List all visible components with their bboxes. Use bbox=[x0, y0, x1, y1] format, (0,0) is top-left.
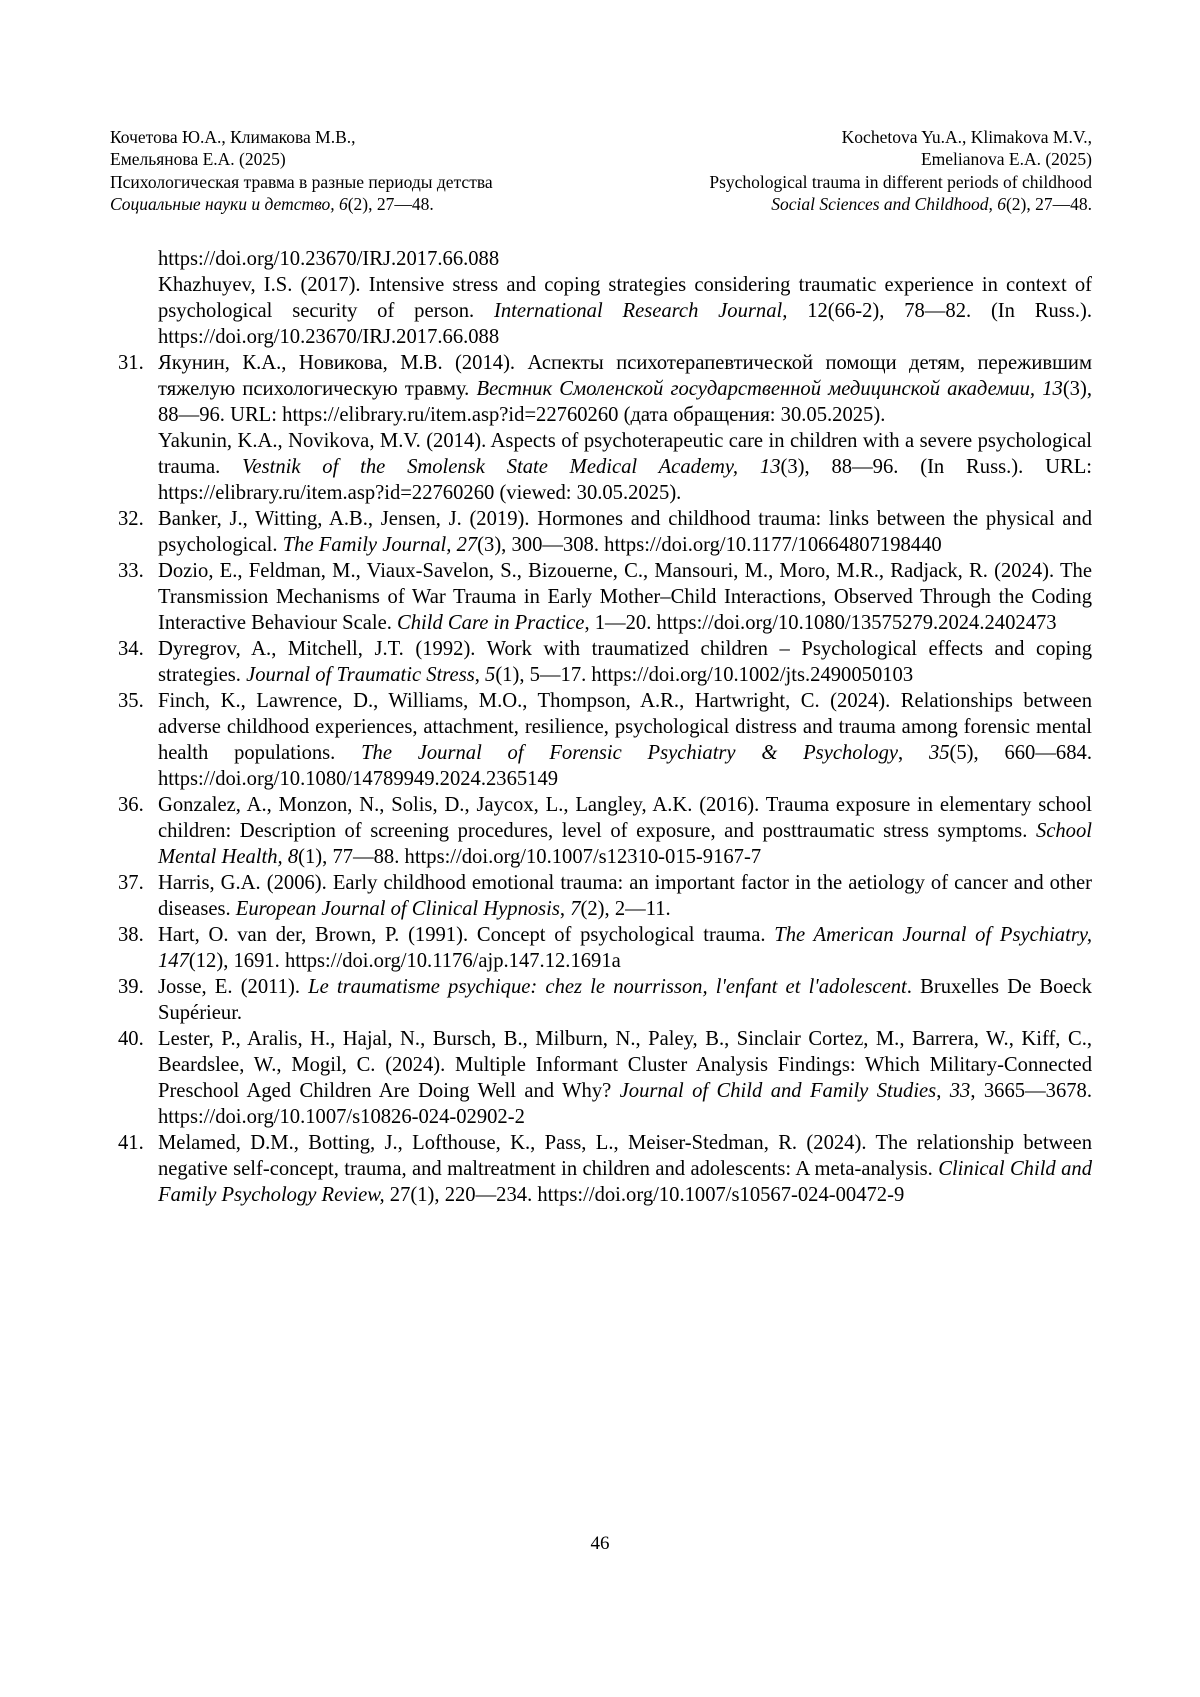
reference-url[interactable]: https://doi.org/10.1007/s10567-024-00472-9 bbox=[537, 1184, 905, 1206]
reference-url[interactable]: https://elibrary.ru/item.asp?id=22760260 bbox=[158, 482, 495, 504]
reference-url[interactable]: https://elibrary.ru/item.asp?id=22760260 bbox=[282, 404, 619, 426]
reference-paragraph bbox=[158, 922, 1092, 974]
text-run: (1), 77—88. bbox=[298, 846, 405, 868]
header-citation-russian bbox=[110, 126, 493, 216]
reference-url[interactable]: https://doi.org/10.1080/14789949.2024.2365149 bbox=[158, 768, 559, 790]
reference-item bbox=[110, 870, 1092, 922]
italic-text-run: 33 bbox=[949, 1080, 971, 1102]
text-run: (2), 27—48. bbox=[1005, 194, 1092, 215]
text-run: Кочетова Ю.А., Климакова М.В., bbox=[110, 127, 356, 147]
reference-paragraph bbox=[158, 870, 1092, 922]
text-run: Dyregrov, A., Mitchell, J.T. (1992). Work with traumatized children – Psychological effects and coping strategies. bbox=[158, 638, 1092, 686]
text-run: (viewed: 30.05.2025). bbox=[494, 482, 682, 504]
italic-text-run: The Journal of Forensic Psychiatry & Psychology bbox=[361, 742, 899, 764]
reference-item bbox=[110, 792, 1092, 870]
text-run: (3), 88—96. URL: bbox=[158, 378, 1092, 426]
italic-text-run: School Mental Health, bbox=[158, 820, 1092, 868]
reference-paragraph bbox=[158, 350, 1092, 428]
reference-paragraph bbox=[158, 506, 1092, 558]
reference-paragraph bbox=[158, 688, 1092, 792]
reference-url[interactable]: https://doi.org/10.1176/ajp.147.12.1691a bbox=[284, 950, 621, 972]
reference-item bbox=[110, 688, 1092, 792]
text-run: , bbox=[474, 664, 486, 686]
italic-text-run: The Family Journal, 27 bbox=[282, 534, 478, 556]
text-run: Melamed, D.M., Botting, J., Lofthouse, K., Pass, L., Meiser-Stedman, R. (2024). The relationship between negative self-concept, trauma, and maltreatment in children and adolescents: A meta-analysis. bbox=[158, 1132, 1092, 1180]
reference-list bbox=[110, 246, 1092, 1208]
header-line bbox=[110, 171, 493, 193]
reference-paragraph bbox=[158, 272, 1092, 350]
reference-number: 39. bbox=[118, 976, 144, 998]
reference-number: 31. bbox=[118, 352, 144, 374]
reference-item bbox=[110, 558, 1092, 636]
text-run: (2), 27—48. bbox=[347, 194, 434, 215]
text-run: 27(1), 220—234. bbox=[384, 1184, 538, 1206]
reference-paragraph bbox=[158, 1026, 1092, 1130]
reference-item bbox=[110, 636, 1092, 688]
italic-text-run: Child Care in Practice bbox=[397, 612, 585, 634]
reference-url[interactable]: https://doi.org/10.1002/jts.2490050103 bbox=[591, 664, 914, 686]
italic-text-run: Clinical Child and Family Psychology Review, bbox=[158, 1158, 1092, 1206]
italic-text-run: 7 bbox=[570, 898, 581, 920]
reference-item bbox=[110, 974, 1092, 1026]
text-run: (3), 300—308. bbox=[477, 534, 605, 556]
text-run: Lester, P., Aralis, H., Hajal, N., Bursch, B., Milburn, N., Paley, B., Sinclair Cortez, M., Barrera, W., Kiff, C., Beardslee, W., Mogil, C. (2024). Multiple Informant Cluster Analysis Findings: Which Military-Connected Preschool Aged Children Are Doing Well and Why? bbox=[158, 1028, 1092, 1102]
text-run: Hart, O. van der, Brown, P. (1991). Concept of psychological trauma. bbox=[158, 924, 775, 946]
page-footer bbox=[0, 1532, 1200, 1556]
text-run: Psychological trauma in different periods of childhood bbox=[709, 171, 1092, 192]
header-line bbox=[709, 126, 1092, 148]
italic-text-run: Vestnik of the Smolensk State Medical Academy, 13 bbox=[242, 456, 781, 478]
header-line bbox=[709, 171, 1092, 193]
italic-text-run: Journal of Child and Family Studies bbox=[619, 1080, 937, 1102]
text-run: Finch, K., Lawrence, D., Williams, M.O., Thompson, A.R., Hartwright, C. (2024). Relationships between adverse childhood experiences, attachment, resilience, psychological distress and trauma among forensic mental health populations. bbox=[158, 690, 1092, 764]
reference-paragraph bbox=[158, 1130, 1092, 1208]
reference-number: 32. bbox=[118, 508, 144, 530]
reference-url[interactable]: https://doi.org/10.1080/13575279.2024.2402473 bbox=[656, 612, 1057, 634]
text-run: (1), 5—17. bbox=[495, 664, 592, 686]
italic-text-run: Вестник Смоленской государственной медицинской академии, 13 bbox=[476, 378, 1063, 400]
reference-item bbox=[110, 350, 1092, 506]
page-number: 46 bbox=[590, 1533, 610, 1554]
italic-text-run: Journal of Traumatic Stress bbox=[246, 664, 475, 686]
text-run: Banker, J., Witting, A.B., Jensen, J. (2019). Hormones and childhood trauma: links between the physical and psychological. bbox=[158, 508, 1092, 556]
text-run: Khazhuyev, I.S. (2017). Intensive stress and coping strategies considering traumatic experience in context of psychological security of person. bbox=[158, 274, 1092, 322]
text-run: (3), 88—96. (In Russ.). URL: bbox=[780, 456, 1092, 478]
italic-text-run: Le traumatisme psychique: chez le nourrisson, l'enfant et l'adolescent bbox=[308, 976, 907, 998]
reference-item bbox=[110, 922, 1092, 974]
reference-url[interactable]: https://doi.org/10.1007/s12310-015-9167-7 bbox=[404, 846, 762, 868]
reference-number: 36. bbox=[118, 794, 144, 816]
italic-text-run: The American Journal of Psychiatry, 147 bbox=[158, 924, 1092, 972]
reference-number: 33. bbox=[118, 560, 144, 582]
text-run: (дата обращения: 30.05.2025). bbox=[618, 404, 886, 426]
reference-url[interactable]: https://doi.org/10.1177/10664807198440 bbox=[604, 534, 942, 556]
reference-number: 37. bbox=[118, 872, 144, 894]
text-run: (5), 660—684. bbox=[949, 742, 1092, 764]
reference-number: 41. bbox=[118, 1132, 144, 1154]
header-line bbox=[110, 126, 493, 148]
reference-paragraph bbox=[158, 792, 1092, 870]
italic-text-run: 5 bbox=[485, 664, 496, 686]
text-run: Психологическая травма в разные периоды детства bbox=[110, 171, 493, 192]
reference-number: 38. bbox=[118, 924, 144, 946]
text-run: Gonzalez, A., Monzon, N., Solis, D., Jaycox, L., Langley, A.K. (2016). Trauma exposure in elementary school children: Description of screening procedures, level of exposure, and posttraumatic stress symptoms. bbox=[158, 794, 1092, 842]
reference-url[interactable]: https://doi.org/10.23670/IRJ.2017.66.088 bbox=[158, 326, 500, 348]
reference-item bbox=[110, 506, 1092, 558]
italic-text-run: 35 bbox=[928, 742, 950, 764]
reference-item bbox=[110, 1026, 1092, 1130]
header-line bbox=[709, 148, 1092, 170]
italic-text-run: Social Sciences and Childhood, 6 bbox=[771, 194, 1006, 215]
italic-text-run: 8 bbox=[287, 846, 299, 868]
reference-url[interactable]: https://doi.org/10.23670/IRJ.2017.66.088 bbox=[158, 248, 500, 270]
text-run: , bbox=[559, 898, 571, 920]
text-run: Josse, E. (2011). bbox=[158, 976, 309, 998]
header-citation-english bbox=[709, 126, 1092, 216]
reference-paragraph bbox=[158, 558, 1092, 636]
header-line bbox=[110, 193, 493, 215]
reference-item bbox=[110, 1130, 1092, 1208]
reference-item bbox=[110, 246, 1092, 350]
reference-paragraph bbox=[158, 974, 1092, 1026]
text-run: Емельянова Е.А. (2025) bbox=[110, 149, 286, 170]
text-run: (12), 1691. bbox=[188, 950, 285, 972]
page-header bbox=[110, 126, 1092, 216]
text-run: Якунин, К.А., Новикова, М.В. (2014). Аспекты психотерапевтической помощи детям, пережившим тяжелую психологическую травму. bbox=[158, 352, 1092, 400]
text-run: Yakunin, K.A., Novikova, M.V. (2014). Aspects of psychoterapeutic care in children with a severe psychological trauma. bbox=[158, 430, 1092, 478]
text-run: . Bruxelles De Boeck Supérieur. bbox=[158, 976, 1092, 1024]
text-run: Harris, G.A. (2006). Early childhood emotional trauma: an important factor in the aetiology of cancer and other diseases. bbox=[158, 872, 1092, 920]
text-run: Dozio, E., Feldman, M., Viaux-Savelon, S., Bizouerne, C., Mansouri, M., Moro, M.R., Radjack, R. (2024). The Transmission Mechanisms of War Trauma in Early Mother–Child Interactions, Observed Through the Coding Interactive Behaviour Scale. bbox=[158, 560, 1092, 634]
text-run: Emelianova E.A. (2025) bbox=[920, 149, 1092, 170]
reference-paragraph bbox=[158, 636, 1092, 688]
text-run: 12(66-2), 78—82. (In Russ.). bbox=[787, 300, 1092, 322]
text-run: , bbox=[898, 742, 929, 764]
text-run: , 3665—3678. bbox=[970, 1080, 1093, 1102]
reference-number: 40. bbox=[118, 1028, 144, 1050]
italic-text-run: International Research Journal, bbox=[494, 300, 788, 322]
reference-paragraph bbox=[158, 246, 1092, 272]
text-run: , bbox=[936, 1080, 950, 1102]
text-run: , 1—20. bbox=[584, 612, 657, 634]
header-line bbox=[110, 148, 493, 170]
reference-number: 35. bbox=[118, 690, 144, 712]
text-run: Kochetova Yu.A., Klimakova M.V., bbox=[841, 127, 1092, 147]
italic-text-run: European Journal of Clinical Hypnosis bbox=[235, 898, 560, 920]
text-run: (2), 2—11. bbox=[580, 898, 671, 920]
italic-text-run: Социальные науки и детство, 6 bbox=[110, 194, 348, 215]
reference-number: 34. bbox=[118, 638, 144, 660]
reference-paragraph bbox=[158, 428, 1092, 506]
header-line bbox=[709, 193, 1092, 215]
reference-url[interactable]: https://doi.org/10.1007/s10826-024-02902-2 bbox=[158, 1106, 525, 1128]
